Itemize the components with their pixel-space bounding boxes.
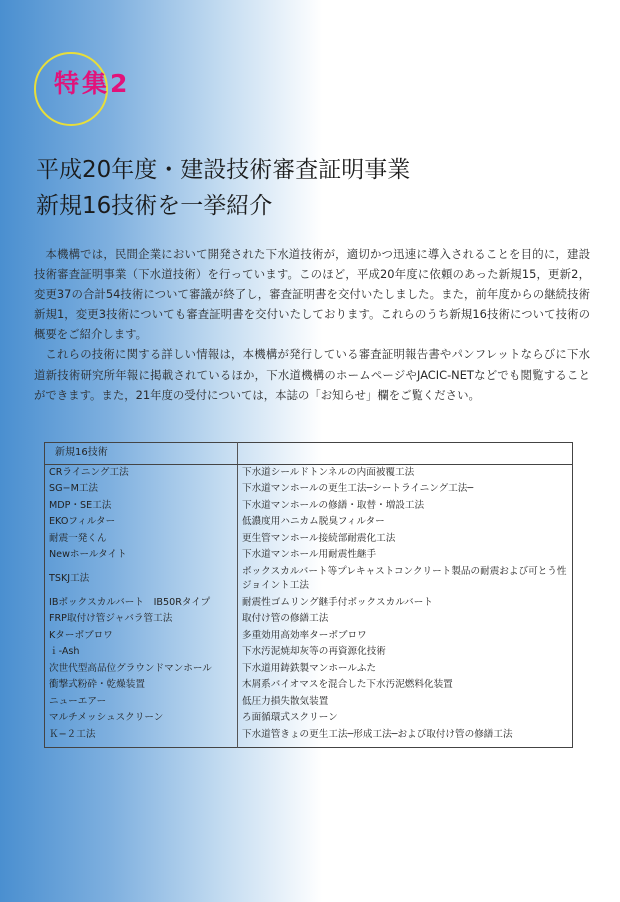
technology-description-cell: ろ面循環式スクリーン xyxy=(242,712,338,723)
technology-name-cell: 耐震一発くん xyxy=(45,531,238,548)
table-row xyxy=(45,644,573,661)
table-row xyxy=(45,628,573,645)
table-row xyxy=(45,727,573,748)
technology-description-cell: 下水道管きょの更生工法─形成工法─および取付け管の修繕工法 xyxy=(242,728,513,740)
table-row xyxy=(45,595,573,612)
table-row xyxy=(45,498,573,515)
article-title xyxy=(36,152,596,224)
technology-name-cell: CRライニング工法 xyxy=(45,464,238,481)
table-header-name: 新規16技術 xyxy=(45,443,238,465)
feature-badge-label: 特集2 xyxy=(54,69,131,98)
technology-name-cell: ｉ-Ash xyxy=(45,644,238,661)
technology-description-cell: 耐震性ゴムリング継手付ボックスカルバート xyxy=(242,596,433,608)
technology-name-cell: IBボックスカルバート IB50Rタイプ xyxy=(45,595,238,612)
technology-description-cell: 下水道マンホールの修繕・取替・増設工法 xyxy=(242,499,425,511)
table-row xyxy=(45,514,573,531)
table-row xyxy=(45,481,573,498)
table-body xyxy=(45,464,573,748)
article-title-line1: 平成20年度・建設技術審査証明事業 xyxy=(36,157,411,183)
technology-description-cell: 取付け管の修繕工法 xyxy=(242,613,329,624)
technology-name-cell: SG−M工法 xyxy=(45,481,238,498)
article-title-line2: 新規16技術を一挙紹介 xyxy=(36,193,273,219)
intro-text xyxy=(34,244,590,405)
technology-description-cell: ボックスカルバート等プレキャストコンクリート製品の耐震および可とう性ジョイント工法 xyxy=(242,565,567,591)
technology-name-cell: Ｋ−２工法 xyxy=(45,727,238,748)
table-row xyxy=(45,564,573,595)
table-row xyxy=(45,464,573,481)
table-row xyxy=(45,547,573,564)
technology-description-cell: 木屑系バイオマスを混合した下水汚泥燃料化装置 xyxy=(242,679,453,690)
table-row xyxy=(45,710,573,727)
table-header-row xyxy=(45,443,573,465)
table-row xyxy=(45,694,573,711)
technology-description-cell: 下水汚泥焼却灰等の再資源化技術 xyxy=(242,646,386,657)
table-header-desc xyxy=(238,443,573,465)
technology-description-cell: 多重効用高効率ターボブロワ xyxy=(242,629,367,641)
table-row xyxy=(45,531,573,548)
technology-description-cell: 下水道用鋳鉄製マンホールふた xyxy=(242,662,377,674)
technology-name-cell: MDP・SE工法 xyxy=(45,498,238,515)
technology-name-cell: EKOフィルター xyxy=(45,514,238,531)
technology-name-cell: TSKJ工法 xyxy=(45,564,238,595)
table-row xyxy=(45,611,573,628)
intro-paragraph-2: これらの技術に関する詳しい情報は，本機構が発行している審査証明報告書やパンフレットならびに下水道新技術研究所年報に掲載されているほか，下水道機構のホームページやJACIC-NETなどでも閲覧することができます。また，21年度の受付については，本誌の「お知らせ」欄をご覧ください。 xyxy=(34,347,590,402)
table-row xyxy=(45,661,573,678)
technology-table xyxy=(44,442,573,748)
intro-paragraph-1: 本機構では，民間企業において開発された下水道技術が，適切かつ迅速に導入されることを目的に，建設技術審査証明事業（下水道技術）を行っています。このほど，平成20年度に依頼のあった新規15，更新2，変更37の合計54技術について審議が終了し，審査証明書を交付いたしました。また，前年度からの継続技術新規1，変更3技術についても審査証明書を交付いたしております。これらのうち新規16技術について技術の概要をご紹介します。 xyxy=(34,247,590,342)
technology-description-cell: 下水道シールドトンネルの内面被覆工法 xyxy=(242,466,415,478)
technology-description-cell: 低濃度用ハニカム脱臭フィルター xyxy=(242,516,385,527)
technology-name-cell: ニューエアー xyxy=(45,694,238,711)
technology-name-cell: 衝撃式粉砕・乾燥装置 xyxy=(45,677,238,694)
technology-name-cell: FRP取付け管ジャバラ管工法 xyxy=(45,611,238,628)
technology-name-cell: マルチメッシュスクリーン xyxy=(45,710,238,727)
technology-description-cell: 下水道マンホール用耐震性継手 xyxy=(242,549,377,560)
technology-description-cell: 下水道マンホールの更生工法─シートライニング工法─ xyxy=(242,483,474,494)
technology-name-cell: Kターボブロワ xyxy=(45,628,238,645)
table-row xyxy=(45,677,573,694)
technology-description-cell: 低圧力損失散気装置 xyxy=(242,695,329,707)
technology-name-cell: 次世代型高品位グラウンドマンホール xyxy=(45,661,238,678)
technology-description-cell: 更生管マンホール接続部耐震化工法 xyxy=(242,532,396,544)
technology-name-cell: Newホールタイト xyxy=(45,547,238,564)
